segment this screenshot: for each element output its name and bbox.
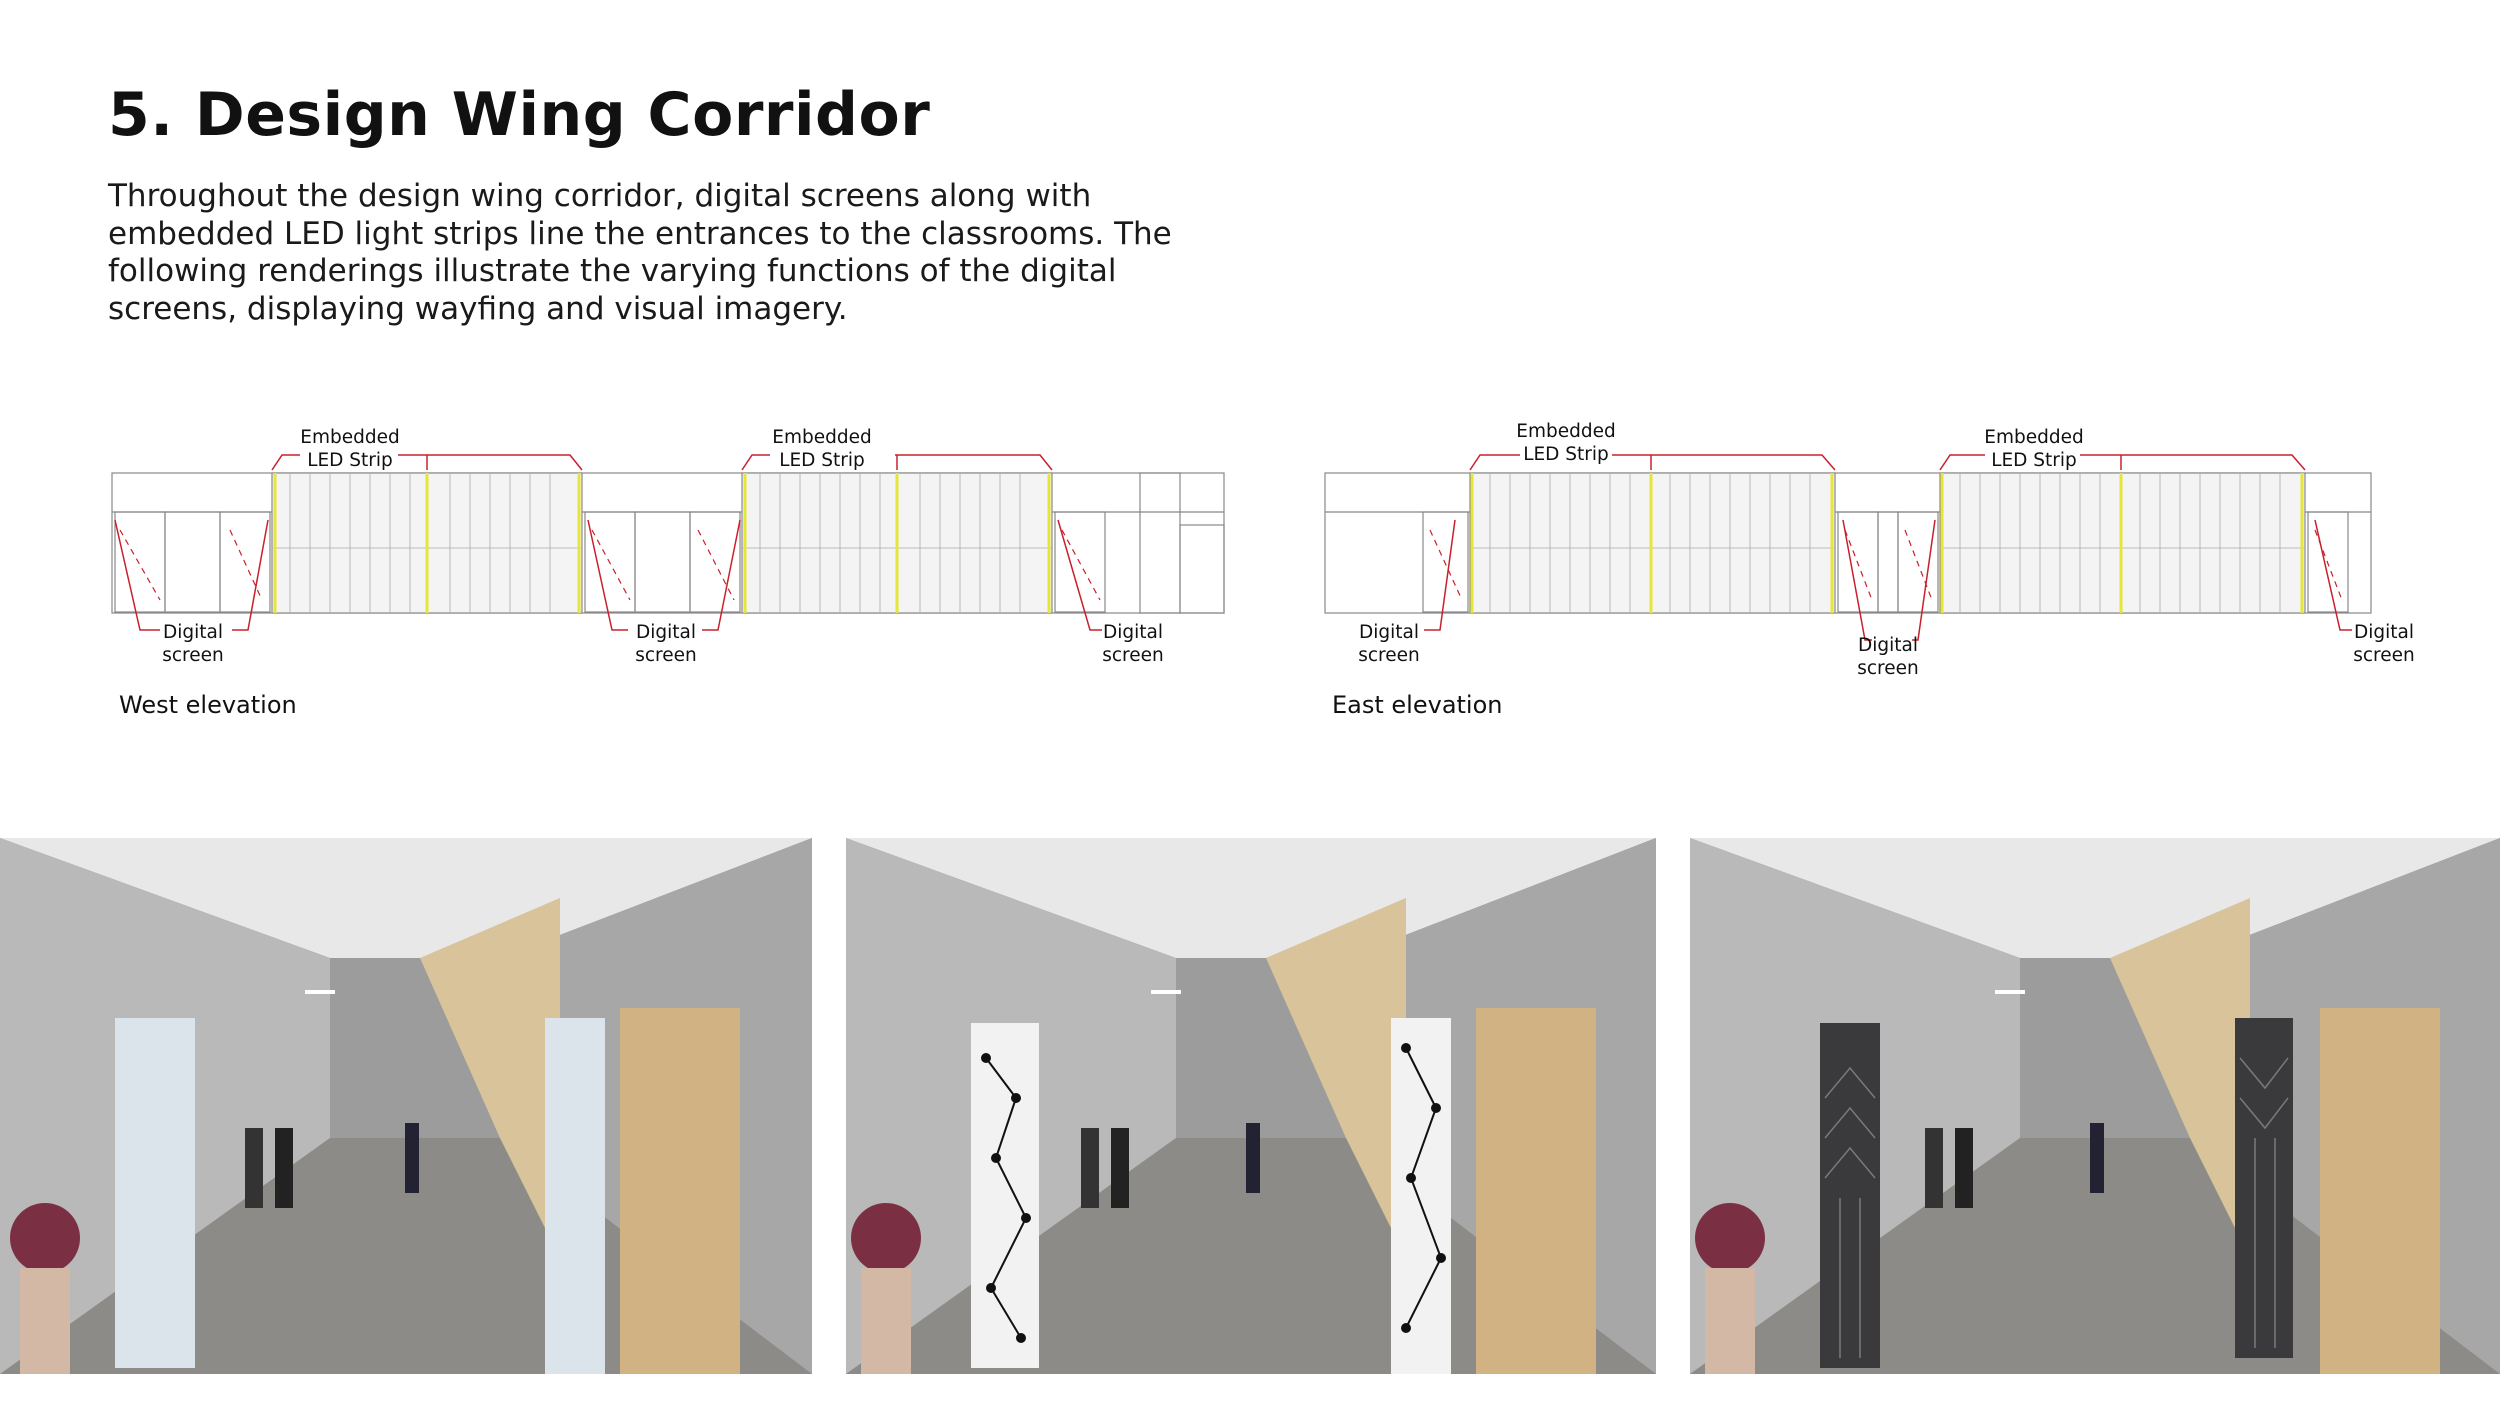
east-screen-label-2-line1: Digital [1858,635,1918,656]
east-elevation-drawing [1325,473,2371,613]
east-led-label-1-line1: Embedded [1516,421,1616,442]
west-led-label-1-line1: Embedded [300,427,400,448]
west-screen-label-3-line1: Digital [1103,622,1163,643]
west-elevation-drawing [112,473,1224,613]
east-screen-label-1-line1: Digital [1359,622,1419,643]
west-led-label-2-line1: Embedded [772,427,872,448]
west-screen-label-2-line1: Digital [636,622,696,643]
rendering-1-water-screens [0,838,812,1374]
rendering-2-network-screens [846,838,1656,1374]
east-led-label-2-line2: LED Strip [1991,450,2077,471]
east-screen-label-1-line2: screen [1358,645,1420,666]
east-led-label-2-line1: Embedded [1984,427,2084,448]
elevation-captions [119,691,1503,719]
west-screen-label-1-line1: Digital [163,622,223,643]
east-screen-label-3-line1: Digital [2354,622,2414,643]
west-elevation-caption: West elevation [119,691,297,719]
intro-paragraph: Throughout the design wing corridor, digital screens along with embedded LED light strips line the entrances to the classrooms. The following renderings illustrate the varying functions of the digital screens, displaying wayfing and visual imagery. [108,178,1172,327]
west-screen-label-2-line2: screen [635,645,697,666]
east-screen-label-2-line2: screen [1857,658,1919,679]
west-led-label-1-line2: LED Strip [307,450,393,471]
east-led-label-1-line2: LED Strip [1523,444,1609,465]
east-elevation-caption: East elevation [1332,691,1503,719]
west-screen-label-1-line2: screen [162,645,224,666]
east-screen-label-3-line2: screen [2353,645,2415,666]
page-title: 5. Design Wing Corridor [108,80,931,150]
west-led-label-2-line2: LED Strip [779,450,865,471]
rendering-3-wayfinding-screens [1690,838,2500,1374]
west-screen-label-3-line2: screen [1102,645,1164,666]
